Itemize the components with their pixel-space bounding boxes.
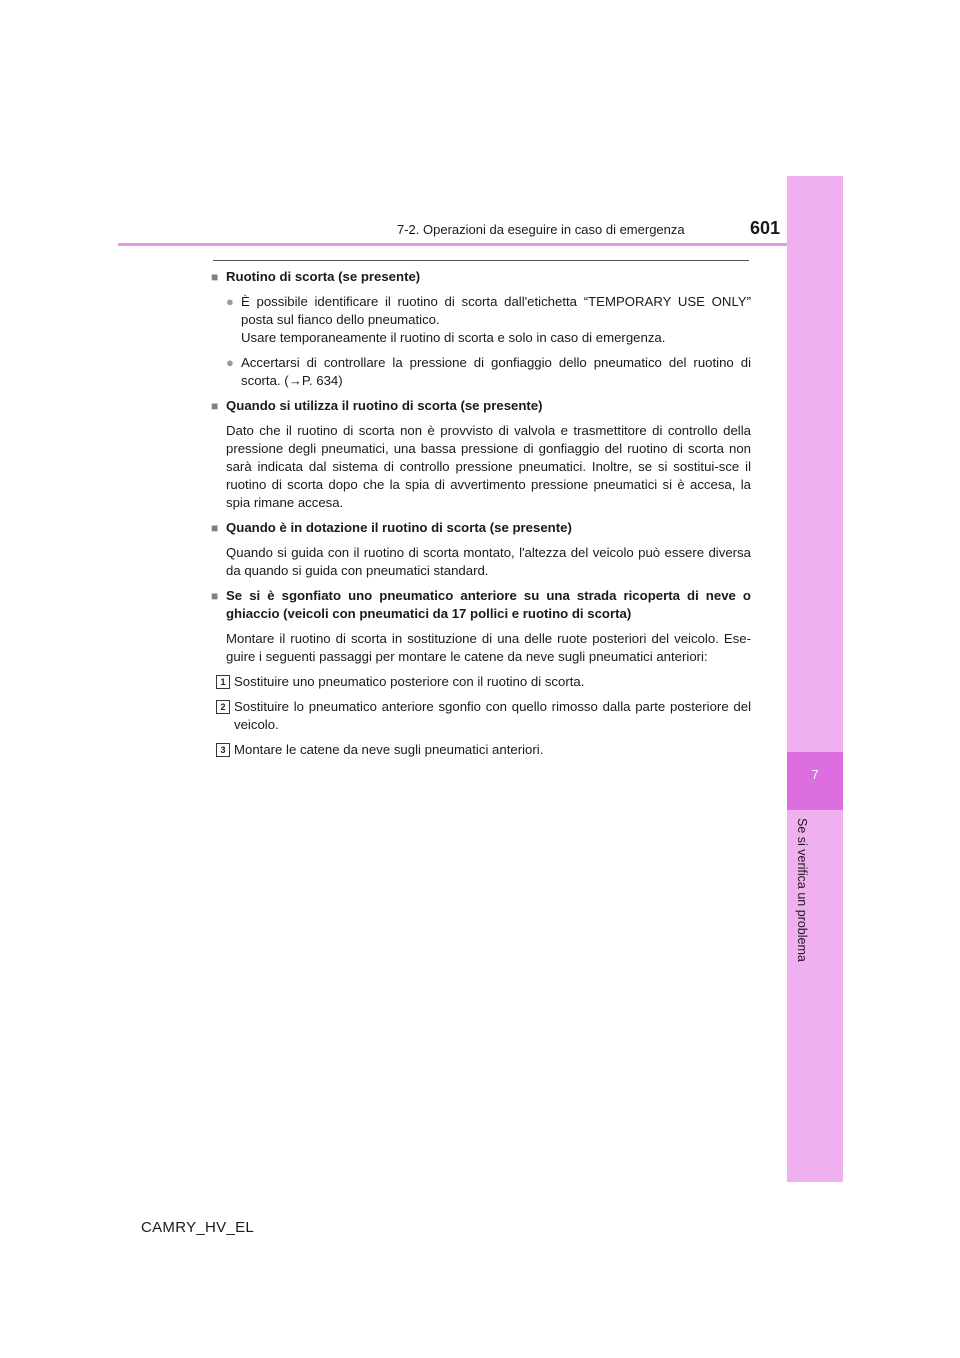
section-heading: [211, 397, 751, 415]
step-item: [211, 673, 751, 691]
circle-bullet-icon: ●: [226, 294, 234, 309]
square-bullet-icon: ■: [211, 270, 219, 284]
section-heading: [211, 268, 751, 286]
section-title: 7-2. Operazioni da eseguire in caso di emergenza: [397, 222, 685, 237]
bullet-text-continued: Usare temporaneamente il ruotino di scorta e solo in caso di emergenza.: [241, 330, 666, 345]
bullet-text: È possibile identificare il ruotino di scorta dall'etichetta “TEMPORARY USE ONLY” posta sul fianco dello pneumatico.: [241, 294, 751, 327]
page-content: [211, 268, 751, 766]
body-paragraph: Dato che il ruotino di scorta non è provvisto di valvola e trasmettitore di controllo della pressione degli pneumatici, una bassa pressione di gonfiaggio del ruotino di scorta non sarà indicata dal sistema di controllo pressione pneumatici. Inoltre, se si sostitui-sce il ruotino di scorta dopo che la spia di avvertimento pressione pneumatici si è accesa, la spia rimane accesa.: [226, 423, 751, 510]
chapter-number: 7: [811, 767, 819, 782]
heading-text: Ruotino di scorta (se presente): [226, 269, 421, 284]
step-number-2: 2: [216, 700, 230, 714]
step-text: Sostituire lo pneumatico anteriore sgonfio con quello rimosso dalla parte posteriore del veicolo.: [234, 699, 751, 732]
list-item: [211, 293, 751, 347]
body-paragraph: Montare il ruotino di scorta in sostituzione di una delle ruote posteriori del veicolo. Ese-guire i seguenti passaggi per montare le catene da neve sugli pneumatici anteriori:: [226, 631, 751, 664]
step-item: [211, 698, 751, 734]
heading-text: Quando è in dotazione il ruotino di scorta (se presente): [226, 520, 572, 535]
heading-text: Se si è sgonfiato uno pneumatico anteriore su una strada ricoperta di neve o ghiaccio (veicoli con pneumatici da 17 pollici e ruotino di scorta): [226, 588, 751, 621]
step-text: Sostituire uno pneumatico posteriore con il ruotino di scorta.: [234, 674, 585, 689]
bullet-text: Accertarsi di controllare la pressione di gonfiaggio dello pneumatico del ruotino di scorta. (→P. 634): [241, 355, 751, 388]
square-bullet-icon: ■: [211, 399, 219, 413]
body-paragraph: Quando si guida con il ruotino di scorta montato, l'altezza del veicolo può essere diversa da quando si guida con pneumatici standard.: [226, 545, 751, 578]
circle-bullet-icon: ●: [226, 355, 234, 370]
square-bullet-icon: ■: [211, 589, 219, 603]
document-code: CAMRY_HV_EL: [141, 1219, 255, 1236]
chapter-title: Se si verifica un problema: [795, 818, 809, 962]
step-number-1: 1: [216, 675, 230, 689]
step-number-3: 3: [216, 743, 230, 757]
list-item: [211, 354, 751, 390]
header-divider: [118, 243, 787, 246]
square-bullet-icon: ■: [211, 521, 219, 535]
chapter-side-tab: [787, 176, 843, 1182]
step-item: [211, 741, 751, 759]
content-top-rule: [213, 260, 749, 261]
step-text: Montare le catene da neve sugli pneumatici anteriori.: [234, 742, 544, 757]
section-heading: [211, 519, 751, 537]
section-heading: [211, 587, 751, 623]
heading-text: Quando si utilizza il ruotino di scorta (se presente): [226, 398, 543, 413]
page-number: 601: [749, 218, 780, 238]
